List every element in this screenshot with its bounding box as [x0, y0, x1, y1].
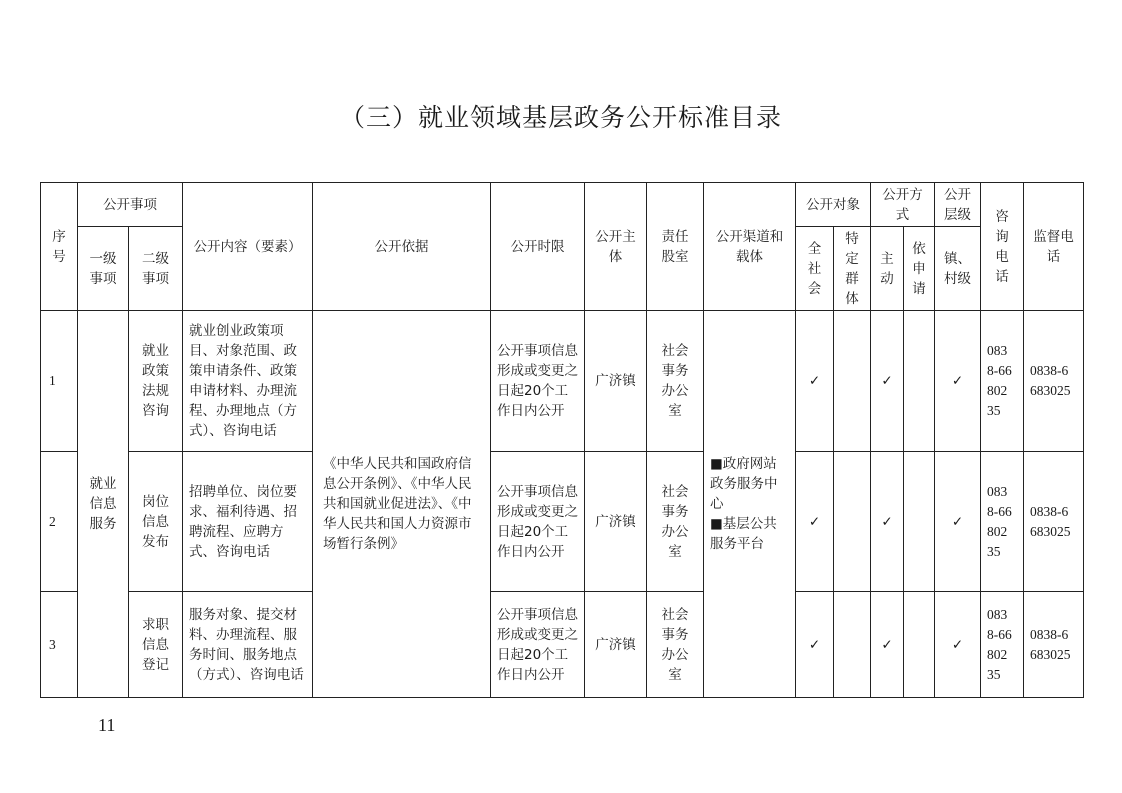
- header-channel: 公开渠道和 载体: [704, 183, 796, 311]
- row-serial: 1: [41, 311, 78, 452]
- check-mark: [834, 452, 871, 592]
- row-serial: 3: [41, 592, 78, 698]
- supervise-phone-cell: 0838-6 683025: [1024, 452, 1084, 592]
- level2-item: 岗位 信息 发布: [129, 452, 183, 592]
- header-time-limit: 公开时限: [491, 183, 585, 311]
- header-level2: 二级 事项: [129, 227, 183, 311]
- header-target-all: 全 社 会: [796, 227, 834, 311]
- header-content: 公开内容（要素）: [183, 183, 313, 311]
- department-cell: 社会 事务 办公 室: [647, 452, 704, 592]
- check-mark: ✓: [796, 592, 834, 698]
- check-mark: ✓: [871, 311, 904, 452]
- header-method-request: 依 申 请: [904, 227, 935, 311]
- check-mark: ✓: [935, 311, 981, 452]
- basis-cell: 《中华人民共和国政府信息公开条例》、《中华人民共和国就业促进法》、《中华人民共和国人力资源市场暂行条例》: [313, 311, 491, 698]
- content-cell: 招聘单位、岗位要求、福利待遇、招聘流程、应聘方式、咨询电话: [183, 452, 313, 592]
- header-row-1: [41, 183, 1084, 227]
- check-mark: ✓: [871, 592, 904, 698]
- header-method: 公开方 式: [871, 183, 935, 227]
- header-basis: 公开依据: [313, 183, 491, 311]
- table-row: [41, 311, 1084, 452]
- table-row: [41, 452, 1084, 592]
- level1-item: 就业 信息 服务: [78, 311, 129, 698]
- check-mark: [904, 311, 935, 452]
- consult-phone-cell: 083 8-66 802 35: [981, 592, 1024, 698]
- header-consult-phone: 咨 询 电 话: [981, 183, 1024, 311]
- header-method-active: 主 动: [871, 227, 904, 311]
- time-limit-cell: 公开事项信息形成或变更之日起20个工作日内公开: [491, 311, 585, 452]
- check-mark: ✓: [935, 592, 981, 698]
- supervise-phone-cell: 0838-6 683025: [1024, 311, 1084, 452]
- content-cell: 服务对象、提交材料、办理流程、服务时间、服务地点（方式）、咨询电话: [183, 592, 313, 698]
- check-mark: ✓: [935, 452, 981, 592]
- check-mark: [834, 311, 871, 452]
- channel-cell: ■政府网站政务服务中心 ■基层公共服务平台: [704, 311, 796, 698]
- time-limit-cell: 公开事项信息形成或变更之日起20个工作日内公开: [491, 592, 585, 698]
- header-subject: 公开主 体: [585, 183, 647, 311]
- header-target: 公开对象: [796, 183, 871, 227]
- header-serial: 序 号: [41, 183, 78, 311]
- header-supervise-phone: 监督电 话: [1024, 183, 1084, 311]
- level2-item: 就业 政策 法规 咨询: [129, 311, 183, 452]
- header-items: 公开事项: [78, 183, 183, 227]
- header-target-specific: 特 定 群 体: [834, 227, 871, 311]
- header-level: 公开 层级: [935, 183, 981, 227]
- check-mark: [904, 592, 935, 698]
- catalog-table: [40, 182, 1084, 698]
- time-limit-cell: 公开事项信息形成或变更之日起20个工作日内公开: [491, 452, 585, 592]
- supervise-phone-cell: 0838-6 683025: [1024, 592, 1084, 698]
- row-serial: 2: [41, 452, 78, 592]
- consult-phone-cell: 083 8-66 802 35: [981, 452, 1024, 592]
- header-level1: 一级 事项: [78, 227, 129, 311]
- consult-phone-cell: 083 8-66 802 35: [981, 311, 1024, 452]
- check-mark: ✓: [796, 452, 834, 592]
- header-department: 责任 股室: [647, 183, 704, 311]
- subject-cell: 广济镇: [585, 592, 647, 698]
- page-number: 11: [98, 715, 116, 735]
- subject-cell: 广济镇: [585, 311, 647, 452]
- check-mark: [904, 452, 935, 592]
- content-cell: 就业创业政策项目、对象范围、政策申请条件、政策申请材料、办理流程、办理地点（方式）、咨询电话: [183, 311, 313, 452]
- table-row: [41, 592, 1084, 698]
- check-mark: [834, 592, 871, 698]
- department-cell: 社会 事务 办公 室: [647, 592, 704, 698]
- department-cell: 社会 事务 办公 室: [647, 311, 704, 452]
- check-mark: ✓: [796, 311, 834, 452]
- header-level-town: 镇、 村级: [935, 227, 981, 311]
- level2-item: 求职 信息 登记: [129, 592, 183, 698]
- subject-cell: 广济镇: [585, 452, 647, 592]
- check-mark: ✓: [871, 452, 904, 592]
- page-title: （三）就业领域基层政务公开标准目录: [339, 103, 782, 132]
